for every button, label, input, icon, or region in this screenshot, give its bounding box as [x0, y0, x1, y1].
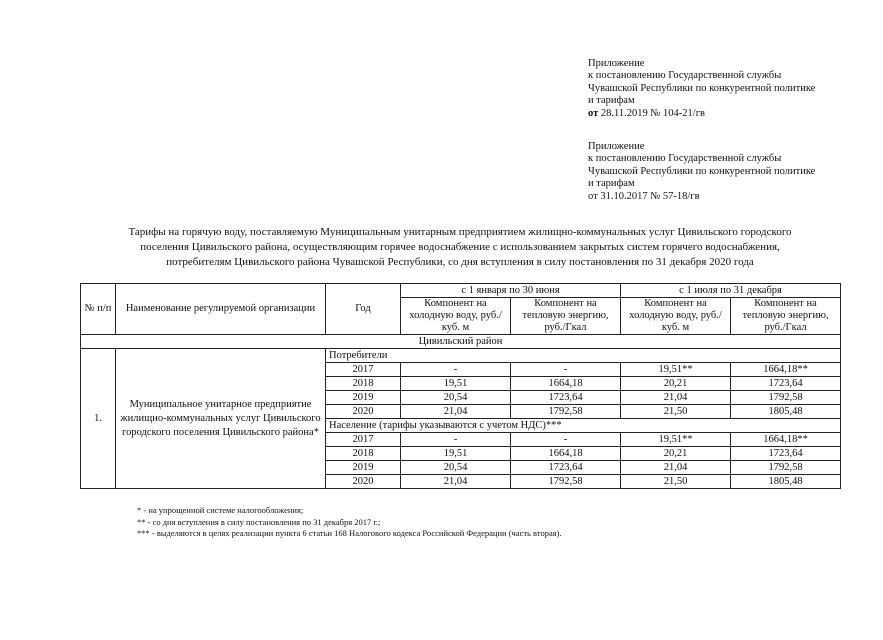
- region-label: Цивильский район: [81, 335, 841, 349]
- cell-year: 2017: [326, 433, 401, 447]
- appendix-line: Приложение: [588, 58, 645, 69]
- group-label: Потребители: [326, 349, 841, 363]
- cell-p1-heat: -: [511, 433, 621, 447]
- title-line: потребителям Цивильского района Чувашской Республики, со дня вступления в силу постановления по 31 декабря 2020 года: [166, 256, 754, 268]
- title-line: Тарифы на горячую воду, поставляемую Муниципальным унитарным предприятием жилищно-коммунальных услуг Цивильского городского: [128, 226, 792, 238]
- title-line: поселения Цивильского района, осуществляющим горячее водоснабжение с использованием закрытых систем горячего водоснабжения,: [140, 241, 780, 253]
- header-p2-heat: Компонент на тепловую энергию, руб./Гкал: [731, 298, 841, 335]
- cell-p2-heat: 1805,48: [731, 405, 841, 419]
- cell-p1-cold: 20,54: [401, 461, 511, 475]
- cell-p2-cold: 21,50: [621, 405, 731, 419]
- cell-p1-cold: 21,04: [401, 475, 511, 489]
- appendix-previous: [588, 141, 815, 203]
- cell-p2-heat: 1723,64: [731, 447, 841, 461]
- region-row: [81, 335, 841, 349]
- cell-p1-heat: 1723,64: [511, 391, 621, 405]
- cell-p2-cold: 19,51**: [621, 363, 731, 377]
- appendix-line: к постановлению Государственной службы: [588, 70, 782, 82]
- cell-p1-heat: 1792,58: [511, 475, 621, 489]
- appendix-line: Чувашской Республики по конкурентной политике: [588, 165, 816, 177]
- cell-p1-cold: 21,04: [401, 405, 511, 419]
- header-year: Год: [326, 284, 401, 335]
- appendix-date-line: [588, 108, 815, 120]
- footnotes: [137, 505, 562, 540]
- cell-p1-cold: 19,51: [401, 447, 511, 461]
- cell-year: 2020: [326, 475, 401, 489]
- header-row: [81, 284, 841, 298]
- header-period2: с 1 июля по 31 декабря: [621, 284, 841, 298]
- footnote: ** - со дня вступления в силу постановления по 31 декабря 2017 г.;: [137, 516, 381, 527]
- appendix-line: от 31.10.2017 № 57-18/гв: [588, 190, 700, 202]
- appendix-date-rest: 28.11.2019 № 104-21/гв: [598, 107, 705, 119]
- cell-year: 2017: [326, 363, 401, 377]
- header-num: № п/п: [81, 284, 116, 335]
- group-label: Население (тарифы указываются с учетом НДС)***: [326, 419, 841, 433]
- cell-p1-cold: 19,51: [401, 377, 511, 391]
- cell-p2-heat: 1664,18**: [731, 363, 841, 377]
- cell-year: 2019: [326, 391, 401, 405]
- header-p1-cold: Компонент на холодную воду, руб./куб. м: [401, 298, 511, 335]
- cell-p2-heat: 1664,18**: [731, 433, 841, 447]
- cell-p2-heat: 1805,48: [731, 475, 841, 489]
- cell-p2-heat: 1723,64: [731, 377, 841, 391]
- group-label-row: [81, 349, 841, 363]
- header-org: Наименование регулируемой организации: [116, 284, 326, 335]
- appendix-line: к постановлению Государственной службы: [588, 153, 782, 165]
- footnote: *** - выделяются в целях реализации пункта 6 статьи 168 Налогового кодекса Российской Федерации (часть вторая).: [137, 528, 562, 538]
- cell-p2-cold: 21,50: [621, 475, 731, 489]
- cell-p2-heat: 1792,58: [731, 391, 841, 405]
- row-number: 1.: [81, 349, 116, 489]
- organization-name: Муниципальное унитарное предприятие жилищно-коммунальных услуг Цивильского городского поселения Цивильского района*: [116, 349, 326, 489]
- appendix-line: и тарифам: [588, 178, 635, 190]
- header-p2-cold: Компонент на холодную воду, руб./куб. м: [621, 298, 731, 335]
- appendix-date-prefix: от: [588, 107, 599, 119]
- cell-year: 2020: [326, 405, 401, 419]
- cell-p2-cold: 21,04: [621, 391, 731, 405]
- cell-p1-cold: 20,54: [401, 391, 511, 405]
- cell-p2-cold: 20,21: [621, 377, 731, 391]
- cell-year: 2018: [326, 377, 401, 391]
- appendix-line: и тарифам: [588, 95, 635, 107]
- cell-p1-heat: 1723,64: [511, 461, 621, 475]
- cell-year: 2019: [326, 461, 401, 475]
- footnote: * - на упрощенной системе налогообложения;: [137, 505, 304, 515]
- appendix-line: Приложение: [588, 141, 645, 152]
- cell-p1-heat: 1792,58: [511, 405, 621, 419]
- cell-p1-heat: 1664,18: [511, 447, 621, 461]
- tariff-table: [80, 283, 841, 489]
- appendix-current: [588, 58, 815, 120]
- cell-p2-cold: 21,04: [621, 461, 731, 475]
- cell-p1-cold: -: [401, 363, 511, 377]
- cell-p2-heat: 1792,58: [731, 461, 841, 475]
- cell-p1-heat: 1664,18: [511, 377, 621, 391]
- appendix-line: Чувашской Республики по конкурентной политике: [588, 82, 816, 94]
- cell-year: 2018: [326, 447, 401, 461]
- cell-p1-heat: -: [511, 363, 621, 377]
- cell-p1-cold: -: [401, 433, 511, 447]
- document-title: [90, 225, 830, 270]
- cell-p2-cold: 19,51**: [621, 433, 731, 447]
- header-p1-heat: Компонент на тепловую энергию, руб./Гкал: [511, 298, 621, 335]
- header-period1: с 1 января по 30 июня: [401, 284, 621, 298]
- cell-p2-cold: 20,21: [621, 447, 731, 461]
